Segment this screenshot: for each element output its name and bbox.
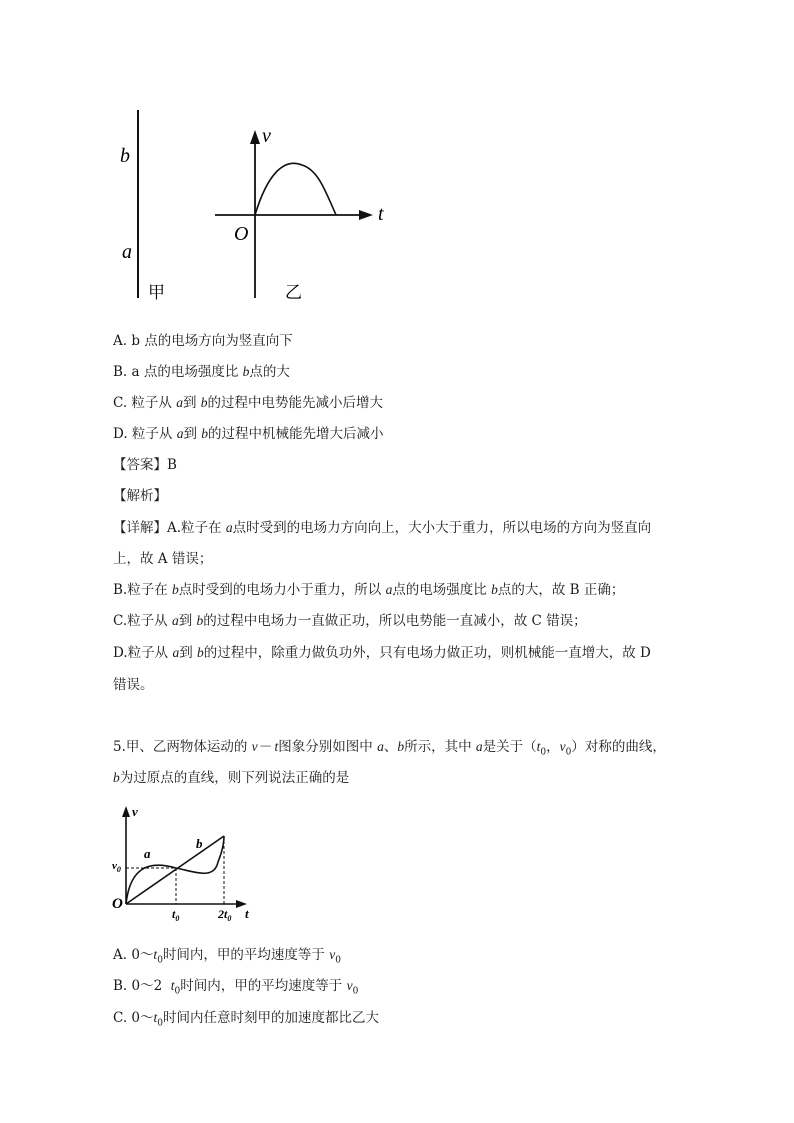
q5-stem-mid: 图象分别如图中: [278, 739, 378, 755]
detail-line-6: 错误。: [113, 677, 154, 693]
detail-3-post: 点的大，故 B 正确；: [497, 582, 625, 598]
detail-1-pre: 【详解】A.粒子在: [113, 520, 226, 536]
q5-stem-t0-sub: 0: [540, 747, 547, 758]
option-c-pre: C. 粒子从: [113, 395, 177, 411]
q5-opt-b-vsub: 0: [352, 986, 359, 997]
label-origin: O: [112, 896, 123, 912]
answer: 【答案】B: [113, 457, 177, 473]
detail-3-var3: b: [491, 582, 498, 597]
q5-opt-b-tsub: 0: [174, 986, 181, 997]
q5-stem-comma: ，: [546, 739, 560, 755]
label-v0: $v_0$: [112, 860, 121, 874]
detail-4-pre: C.粒子从: [113, 613, 172, 629]
q5-option-a: [113, 947, 341, 969]
label-point-a: a: [122, 241, 132, 263]
figure-vt-graph: [108, 796, 268, 926]
q5-option-b: [113, 978, 358, 1000]
detail-3-mid: 点时受到的电场力小于重力，所以: [178, 582, 386, 598]
label-jia: 甲: [148, 283, 165, 303]
detail-5-var2: b: [196, 645, 204, 660]
detail-line-4: [113, 613, 587, 629]
q5-opt-b-pre: B. 0～2: [113, 978, 171, 994]
q5-opt-c-t: t: [153, 1010, 158, 1025]
q5-stem-vt: v－ t: [251, 739, 279, 754]
label-axis-t: t: [378, 203, 384, 225]
option-b-pre: B. a 点的电场强度比: [113, 364, 243, 380]
q5-opt-b-t: t: [170, 978, 175, 993]
option-b-var: b: [242, 364, 250, 379]
detail-3-var: b: [172, 582, 179, 597]
option-b-post: 点的大: [249, 364, 290, 380]
option-c-var: a: [176, 395, 183, 410]
detail-line-3: [113, 582, 624, 598]
q5-opt-b-v: v: [346, 978, 353, 993]
option-d-var2: b: [201, 426, 209, 441]
option-a: [113, 333, 293, 349]
q5-stem-b: b: [397, 739, 405, 754]
velocity-curve: [255, 163, 336, 215]
q5-stem2-b: b: [113, 770, 120, 785]
detail-3-var2: a: [385, 582, 393, 597]
q5-stem-line-1: [113, 739, 666, 761]
label-2t0: $2t_0$: [218, 907, 232, 923]
label-curve-a: a: [144, 846, 151, 861]
detail-line-1: [113, 520, 651, 536]
t-axis-arrow: [359, 210, 373, 220]
detail-line-5: [113, 645, 651, 661]
label-curve-b: b: [196, 836, 203, 851]
q5-stem2-post: 为过原点的直线，则下列说法正确的是: [119, 770, 350, 786]
option-a-text: A. b 点的电场方向为竖直向下: [113, 333, 293, 349]
label-origin: O: [234, 223, 249, 245]
detail-5-mid: 到: [179, 645, 197, 661]
detail-4-var: a: [171, 613, 179, 628]
q5-opt-c-pre: C. 0～: [113, 1010, 154, 1026]
v-axis-arrow: [122, 806, 130, 817]
q5-opt-c-tsub: 0: [157, 1018, 164, 1029]
label-yi: 乙: [285, 283, 302, 303]
detail-5-post: 的过程中，除重力做负功外，只有电场力做正功，则机械能一直增大，故 D: [203, 645, 651, 661]
detail-1-post: 点时受到的电场力方向向上，大小大于重力，所以电场的方向为竖直向: [232, 520, 652, 536]
option-d-post: 的过程中机械能先增大后减小: [208, 426, 384, 442]
option-d: [113, 426, 384, 442]
option-b: [113, 364, 290, 380]
figure-jia-yi: [110, 100, 410, 310]
option-d-mid: 到: [183, 426, 202, 442]
detail-3-mid2: 点的电场强度比: [392, 582, 492, 598]
detail-4-var2: b: [196, 613, 204, 628]
q5-stem-t0: t: [536, 739, 541, 754]
q5-opt-a-t: t: [153, 947, 158, 962]
option-c-post: 的过程中电势能先减小后增大: [207, 395, 384, 411]
label-t0: $t_0$: [172, 907, 180, 923]
detail-line-2: 上，故 A 错误；: [113, 551, 213, 567]
q5-opt-a-pre: A. 0～: [113, 947, 154, 963]
option-d-pre: D. 粒子从: [113, 426, 177, 442]
q5-opt-c-post: 时间内任意时刻甲的加速度都比乙大: [163, 1010, 380, 1026]
option-d-var: a: [176, 426, 184, 441]
q5-opt-a-tsub: 0: [157, 955, 163, 966]
q5-stem-v0-sub: 0: [565, 747, 572, 758]
q5-stem-line-2: [113, 770, 349, 786]
label-point-b: b: [120, 145, 130, 167]
detail-4-post: 的过程中电场力一直做正功，所以电势能一直减小，故 C 错误；: [203, 613, 587, 629]
q5-stem-pre: 5.甲、乙两物体运动的: [113, 739, 252, 755]
label-axis-t: t: [245, 906, 249, 921]
detail-5-pre: D.粒子从: [113, 645, 173, 661]
q5-opt-a-v: v: [329, 947, 336, 962]
q5-stem-mid2: 所示，其中: [404, 739, 476, 755]
option-c: [113, 395, 383, 411]
option-c-var2: b: [200, 395, 208, 410]
q5-stem-post: ）对称的曲线，: [571, 739, 666, 755]
analysis-title: 【解析】: [113, 488, 167, 504]
q5-stem-a: a: [377, 739, 384, 754]
detail-5-var: a: [172, 645, 180, 660]
label-axis-v: v: [262, 125, 271, 147]
label-axis-v: v: [132, 804, 138, 819]
q5-stem-mid3: 是关于（: [482, 739, 537, 755]
q5-opt-b-post: 时间内，甲的平均速度等于: [180, 978, 347, 994]
q5-option-c: [113, 1010, 379, 1032]
q5-stem-v0: v: [559, 739, 566, 754]
q5-stem-a2: a: [475, 739, 483, 754]
v-axis-arrow: [250, 130, 260, 144]
detail-4-mid: 到: [178, 613, 197, 629]
q5-stem-sep: 、: [383, 739, 398, 755]
option-c-mid: 到: [182, 395, 201, 411]
detail-1-var: a: [225, 520, 233, 535]
q5-opt-a-vsub: 0: [335, 955, 341, 966]
detail-3-pre: B.粒子在: [113, 582, 173, 598]
q5-opt-a-post: 时间内，甲的平均速度等于: [162, 947, 330, 963]
